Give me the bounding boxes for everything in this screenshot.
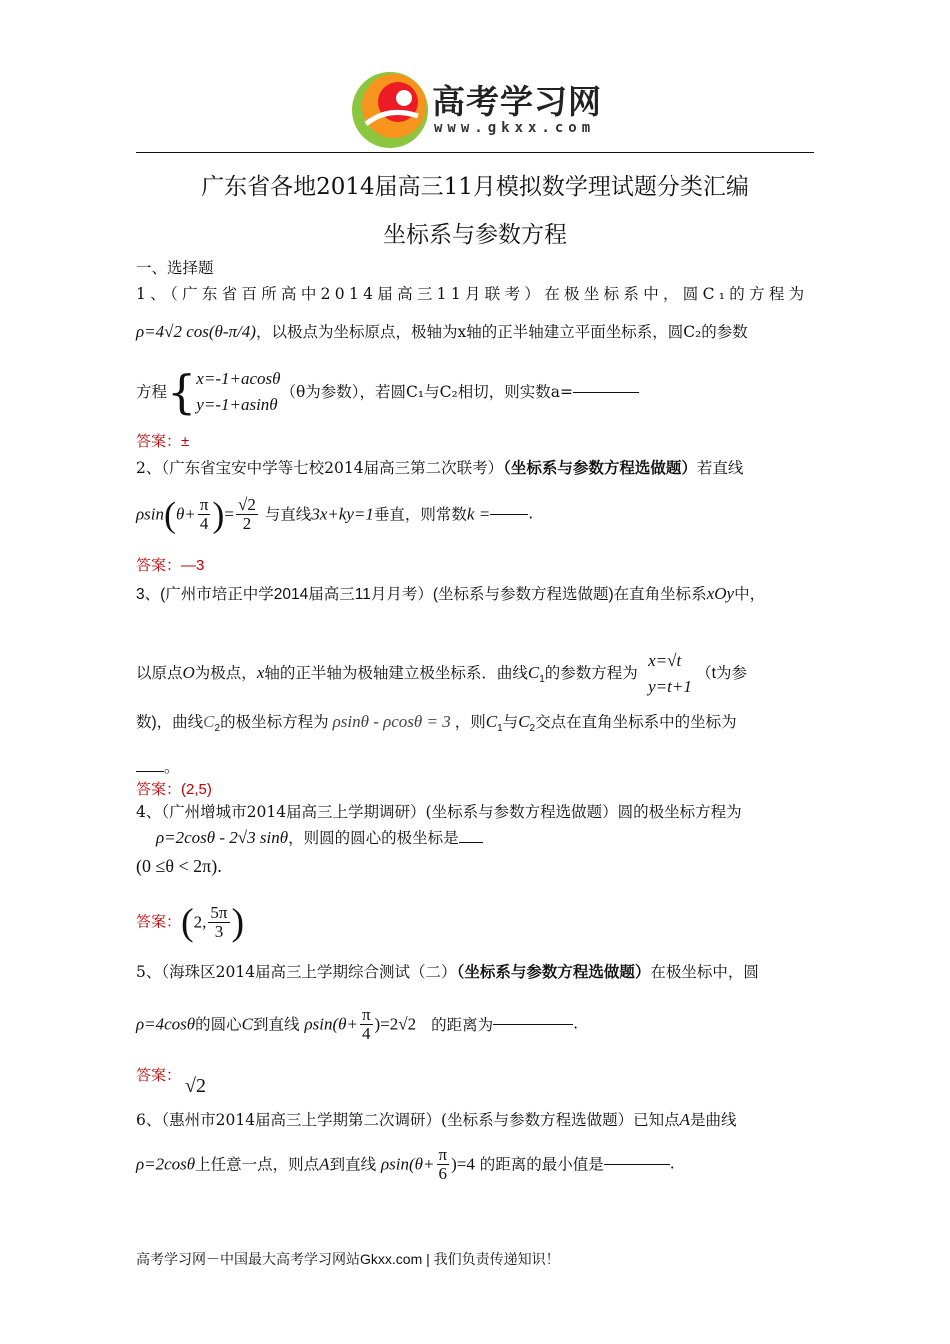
q2-line2: ρsin(θ+ $\frac{\pi}{4}$ )= $\frac{√2}{2}$ 与直线3x+ky=1垂直，则常数k = .	[136, 494, 534, 535]
q3-line3: 数)，曲线$C_2$的极坐标方程为 ρsinθ - ρcosθ = 3 ，则$C_1$与$C_2$交点在直角坐标系中的坐标为	[136, 712, 737, 735]
q4-line2: ρ=2cosθ - 2√3 sinθ，则圆的圆心的极坐标是	[156, 828, 483, 848]
q1-line3: 方程{ x=-1+acosθ y=-1+asinθ （θ为参数），若圆C₁与C₂相切，则实数a=	[136, 366, 639, 418]
q1-line2: ρ=4√2 cos(θ-π/4)，以极点为坐标原点，极轴为x轴的正半轴建立平面坐标系，圆C₂的参数	[136, 322, 748, 341]
q6-line2: ρ=2cosθ上任意一点，则点A到直线 ρsin(θ+ $\frac{\pi}{6}$ )=4 的距离的最小值是 .	[136, 1145, 675, 1183]
q3-answer: 答案：(2,5)	[136, 781, 212, 798]
q4-line1: 4、（广州增城市2014届高三上学期调研）(坐标系与参数方程选做题）圆的极坐标方程为	[136, 803, 742, 821]
logo-brand-text: 高考学习网	[432, 82, 602, 121]
q2-answer-blank	[490, 514, 528, 515]
page-footer: 高考学习网－中国最大高考学习网站Gkxx.com | 我们负责传递知识！	[136, 1251, 560, 1267]
q4-answer: 答案：(2, $\frac{5\pi}{3}$ )	[136, 901, 245, 944]
q1-system-y: y=-1+asinθ	[196, 395, 278, 414]
q1-answer: 答案：±	[136, 433, 190, 450]
q5-line2: ρ=4cosθ的圆心C到直线 ρsin(θ+ $\frac{\pi}{4}$ )=2√2 的距离为 .	[136, 1005, 579, 1043]
doc-title: 广东省各地2014届高三11月模拟数学理试题分类汇编	[201, 174, 749, 200]
q2-answer: 答案：—3	[136, 557, 205, 574]
q1-system-x: x=-1+acosθ	[196, 369, 281, 388]
q4-range: (0 ≤θ < 2π).	[136, 856, 222, 876]
logo-url-text: www.gkxx.com	[434, 120, 596, 136]
q5-line1: 5、（海珠区2014届高三上学期综合测试（二）（坐标系与参数方程选做题）在极坐标中，圆	[136, 963, 759, 981]
header-rule	[136, 152, 814, 153]
q6-line1: 6、（惠州市2014届高三上学期第二次调研）(坐标系与参数方程选做题）已知点A是曲线	[136, 1110, 737, 1129]
q3-line1: 3、(广州市培正中学2014届高三11月月考）(坐标系与参数方程选做题)在直角坐标系xOy中，	[136, 584, 766, 603]
q6-answer-blank	[604, 1164, 670, 1165]
q1-equation: ρ=4√2 cos(θ-π/4)	[136, 322, 256, 341]
q1-line1: 1、（广东省百所高中2014届高三11月联考）在极坐标系中，圆C₁的方程为	[136, 285, 809, 303]
q1-answer-blank	[573, 392, 639, 393]
q5-answer: 答案： √2	[136, 1067, 206, 1097]
q3-system-y: y=t+1	[648, 677, 692, 696]
q3-line4: 。	[136, 758, 180, 778]
q3-system-x: x=√t	[648, 651, 682, 670]
q3-line2: 以原点O为极点，x轴的正半轴为极轴建立极坐标系．曲线$C_1$的参数方程为 x=√t y=t+1 （t为参	[136, 648, 747, 700]
q3-answer-blank	[136, 771, 164, 772]
q2-line1: 2、（广东省宝安中学等七校2014届高三第二次联考）（坐标系与参数方程选做题）若直线	[136, 458, 744, 477]
q5-answer-blank	[493, 1024, 573, 1025]
section-heading: 一、选择题	[136, 259, 214, 277]
doc-subtitle: 坐标系与参数方程	[383, 222, 567, 248]
q4-answer-blank	[459, 842, 483, 843]
